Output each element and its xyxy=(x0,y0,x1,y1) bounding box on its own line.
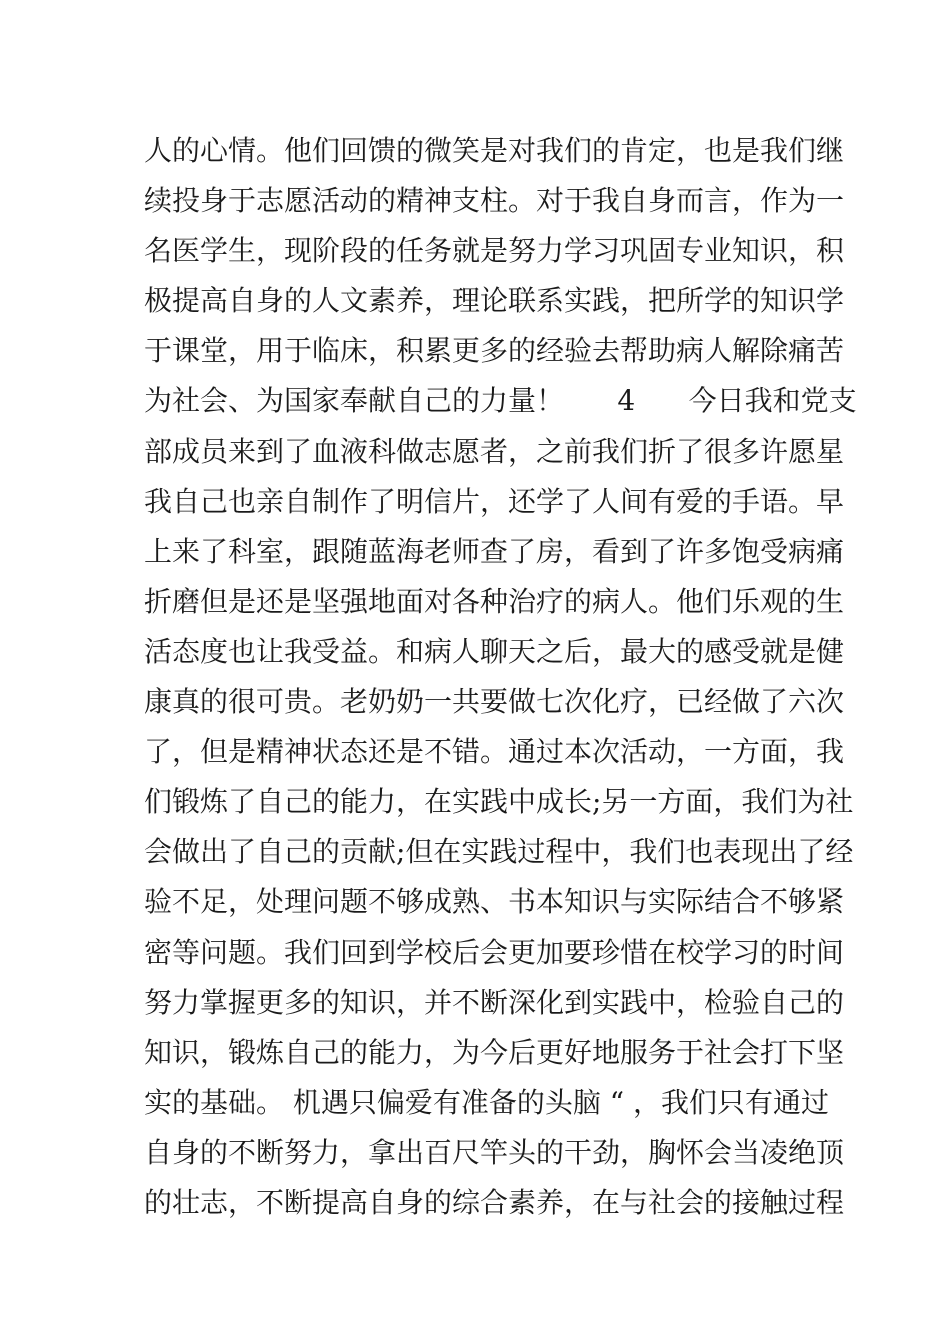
text-line-22: 的壮志，不断提高自身的综合素养，在与社会的接触过程 xyxy=(144,1185,845,1219)
text-line-20: 实的基础。 机遇只偏爱有准备的头脑 “ ，我们只有通过 xyxy=(144,1085,830,1119)
text-line-13: 了，但是精神状态还是不错。通过本次活动，一方面，我 xyxy=(144,735,845,769)
text-line-12: 康真的很可贵。老奶奶一共要做七次化疗，已经做了六次 xyxy=(144,685,845,719)
text-line-15: 会做出了自己的贡献;但在实践过程中，我们也表现出了经 xyxy=(144,835,854,869)
text-line-1: 人的心情。他们回馈的微笑是对我们的肯定，也是我们继 xyxy=(144,134,845,167)
text-line-10: 折磨但是还是坚强地面对各种治疗的病人。他们乐观的生 xyxy=(144,584,845,618)
text-line-7: 部成员来到了血液科做志愿者，之前我们折了很多许愿星 xyxy=(144,434,845,468)
text-line-19: 知识，锻炼自己的能力，为今后更好地服务于社会打下坚 xyxy=(144,1035,845,1069)
text-line-9: 上来了科室，跟随蓝海老师查了房，看到了许多饱受病痛 xyxy=(144,534,845,568)
text-line-16: 验不足，处理问题不够成熟、书本知识与实际结合不够紧 xyxy=(144,885,845,919)
text-line-2: 续投身于志愿活动的精神支柱。对于我自身而言，作为一 xyxy=(144,184,845,218)
text-line-6: 为社会、为国家奉献自己的力量！ 4 今日我和党支 xyxy=(144,384,857,418)
text-line-21: 自身的不断努力，拿出百尺竿头的干劲，胸怀会当凌绝顶 xyxy=(144,1135,845,1169)
text-line-5: 于课堂，用于临床，积累更多的经验去帮助病人解除痛苦 xyxy=(144,334,845,368)
text-line-18: 努力掌握更多的知识，并不断深化到实践中，检验自己的 xyxy=(144,985,845,1019)
text-line-4: 极提高自身的人文素养，理论联系实践，把所学的知识学 xyxy=(144,284,845,318)
text-line-8: 我自己也亲自制作了明信片，还学了人间有爱的手语。早 xyxy=(144,484,845,518)
text-line-3: 名医学生，现阶段的任务就是努力学习巩固专业知识，积 xyxy=(144,234,845,268)
text-line-17: 密等问题。我们回到学校后会更加要珍惜在校学习的时间 xyxy=(144,935,845,969)
text-line-14: 们锻炼了自己的能力，在实践中成长;另一方面，我们为社 xyxy=(144,785,854,819)
text-line-11: 活态度也让我受益。和病人聊天之后，最大的感受就是健 xyxy=(144,634,845,668)
body-text xyxy=(144,126,857,1228)
